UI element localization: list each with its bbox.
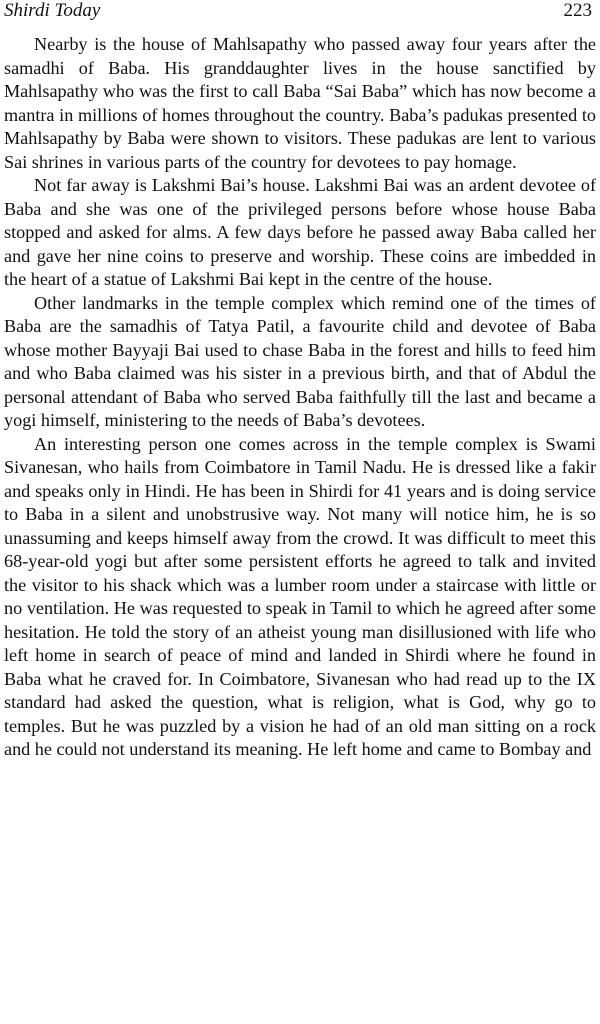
- body-text: [4, 33, 596, 762]
- paragraph-mahlsapathy: Nearby is the house of Mahlsapathy who passed away four years after the samadhi of Baba. His granddaughter lives in the house sanctified by Mahlsapathy who was the first to call Baba “Sai Baba” which has now become a mantra in millions of homes throughout the country. Baba’s padukas presented to Mahlsapathy by Baba were shown to visitors. These padukas are lent to various Sai shrines in various parts of the country for devotees to pay homage.: [4, 34, 596, 172]
- running-head: Shirdi Today: [4, 0, 101, 21]
- paragraph-landmarks: Other landmarks in the temple complex which remind one of the times of Baba are the samadhis of Tatya Patil, a favourite child and devotee of Baba whose mother Bayyaji Bai used to chase Baba in the forest and hills to feed him and who Baba claimed was his sister in a previous birth, and that of Abdul the personal attendant of Baba who served Baba faithfully till the last and became a yogi himself, ministering to the needs of Baba’s devotees.: [4, 292, 596, 430]
- page-number: 223: [563, 0, 592, 21]
- paragraph-lakshmi-bai: Not far away is Lakshmi Bai’s house. Lakshmi Bai was an ardent devotee of Baba and she was one of the privileged persons before whose house Baba stopped and asked for alms. A few days before he passed away Baba called her and gave her nine coins to preserve and worship. These coins are imbedded in the heart of a statue of Lakshmi Bai kept in the centre of the house.: [4, 175, 596, 289]
- page-header: [4, 0, 592, 26]
- paragraph-swami-sivanesan: An interesting person one comes across in the temple complex is Swami Sivanesan, who hails from Coimbatore in Tamil Nadu. He is dressed like a fakir and speaks only in Hindi. He has been in Shirdi for 41 years and is doing service to Baba in a silent and unobstrusive way. Not many will notice him, he is so unassuming and keeps himself away from the crowd. It was difficult to meet this 68-year-old yogi but after some persistent efforts he agreed to talk and invited the visitor to his shack which was a lumber room under a staircase with little or no ventilation. He was requested to speak in Tamil to which he agreed after some hesitation. He told the story of an atheist young man disillusioned with life who left home in search of peace of mind and landed in Shirdi where he found in Baba what he craved for. In Coimbatore, Sivanesan who had read up to the IX standard had asked the question, what is religion, what is God, why go to temples. But he was puzzled by a vision he had of an old man sitting on a rock and he could not understand its meaning. He left home and came to Bombay and: [4, 433, 596, 759]
